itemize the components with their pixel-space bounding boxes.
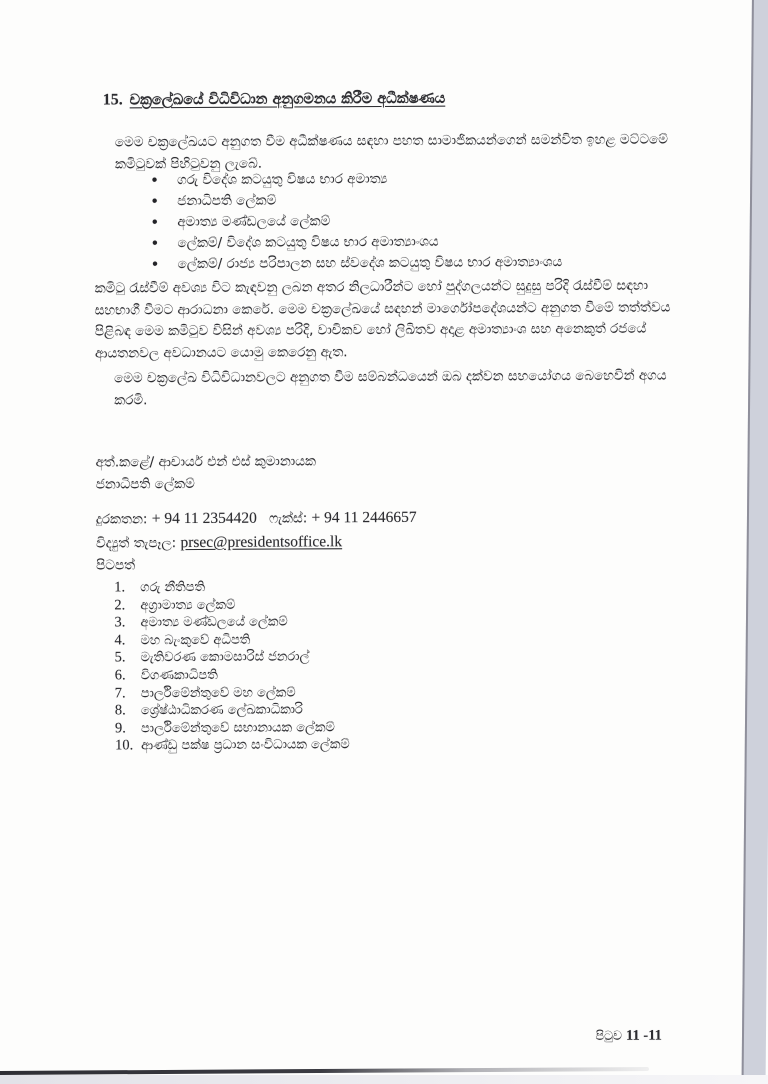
list-item: [115, 737, 350, 756]
list-item: [115, 719, 350, 738]
paragraph-closing: මෙම චක්‍රලේඛ විධිවිධානවලට අනුගත වීම සම්බන්ධයෙන් ඔබ දක්වන සහයෝගය බෙහෙවින් අගය කරමි.: [114, 367, 667, 408]
paragraph-committee-intro: මෙම චක්‍රලේඛයට අනුගත වීම අධීක්ෂණය සඳහා පහත සාමාජිකයන්ගෙන් සමන්විත ඉහළ මට්ටමේ කමිටුවක් පිහිටුවනු ලැබේ.: [114, 131, 668, 172]
fax-label: ෆැක්ස්:: [269, 510, 308, 527]
item-number: 8.: [114, 702, 126, 719]
footer-page-word: පිටුව: [595, 1027, 623, 1043]
list-item: [150, 188, 670, 212]
copy-recipient: අග්‍රාමාත්‍ය ලේකම්: [140, 597, 236, 613]
committee-member: ජනාධිපති ලේකම්: [177, 192, 277, 210]
list-item: [150, 167, 670, 191]
signatory-title: ජනාධිපති ලේකම්: [95, 475, 195, 493]
scan-bottom-shadow: [0, 1075, 768, 1084]
signatory-name: අත්.කළේ/ ආචාර්ය එන් එස් කුමානායක: [95, 453, 316, 471]
list-item: [150, 209, 670, 233]
item-number: 2.: [114, 596, 126, 614]
committee-member-list: [150, 167, 671, 275]
copy-recipient: ශ්‍රේෂ්ඨාධිකරණ ලේඛකාධිකාරි: [140, 702, 303, 719]
copy-recipient: ගරු නීතිපති: [140, 579, 206, 596]
committee-member: ගරු විදේශ කටයුතු විෂය භාර අමාත්‍ය: [177, 170, 388, 189]
phone-label: දුරකතන:: [95, 511, 148, 528]
item-number: 3.: [114, 614, 126, 631]
copy-recipient: අමාත්‍ය මණ්ඩලයේ ලේකම්: [140, 614, 288, 631]
list-item: [114, 578, 349, 597]
list-item: [115, 649, 350, 668]
list-item: [114, 613, 349, 632]
email-line: [96, 530, 417, 556]
footer-page-numbers: 11 -11: [625, 1027, 662, 1044]
copy-recipient: මහ බැංකුවේ අධිපති: [140, 632, 251, 649]
signature-block: [96, 451, 317, 495]
fax-number: + 94 11 2446657: [311, 508, 417, 527]
copies-list: [114, 578, 350, 755]
paragraph-meetings: කමිටු රැස්වීම් අවශ්‍ය විට කැඳවනු ලබන අතර නිලධාරීන්ට හෝ පුද්ගලයන්ට සුදුසු පරිදි රැස්වීම් සඳහා සහභාගී වීමට ආරාධනා කෙරේ. මෙම චක්‍රලේඛයේ සඳහන් මාර්ගෝපදේශයන්ට අනුගත වීමේ තත්ත්වය පිළිබඳ මෙම කමිටුව විසින් අවශ්‍ය පරිදි, වාචිකව හෝ ලිඛිතව අදාළ අමාත්‍යාංශ සහ අනෙකුත් රජයේ ආයතනවල අවධානයට යොමු කෙරෙනු ඇත.: [94, 277, 671, 362]
page-footer: [596, 1028, 662, 1045]
list-item: [115, 684, 350, 703]
phone-fax-line: [96, 506, 417, 532]
copies-label: පිටපත්: [96, 557, 136, 574]
list-item: [114, 596, 349, 615]
item-number: 5.: [114, 649, 126, 666]
copy-recipient: මැතිවරණ කොමසාරිස් ජනරාල්: [140, 649, 310, 666]
list-item: [150, 230, 670, 254]
committee-member: ලේකම්/ රාජ්‍ය පරිපාලන සහ ස්වදේශ කටයුතු විෂය භාර අමාත්‍යාංශය: [177, 254, 563, 273]
list-item: [114, 631, 349, 650]
item-number: 9.: [114, 720, 126, 737]
copy-recipient: පාර්ලිමේන්තුවේ සභානායක ලේකම්: [140, 720, 335, 737]
phone-number: + 94 11 2354420: [151, 509, 257, 528]
copy-recipient: ආණ්ඩු පක්ෂ ප්‍රධාන සංවිධායක ලේකම්: [141, 737, 350, 754]
list-item: [150, 251, 670, 275]
committee-member: ලේකම්/ විදේශ කටයුතු විෂය භාර අමාත්‍යාංශය: [177, 233, 439, 252]
contact-block: [96, 506, 417, 556]
copy-recipient: පාර්ලිමේන්තුවේ මහ ලේකම්: [140, 685, 296, 701]
section-number: 15.: [102, 91, 123, 109]
email-address: prsec@presidentsoffice.lk: [180, 533, 343, 552]
item-number: 7.: [114, 684, 126, 701]
copy-recipient: විගණකාධිපති: [140, 667, 218, 684]
section-heading: [103, 90, 446, 110]
committee-member: අමාත්‍ය මණ්ඩලයේ ලේකම්: [177, 213, 331, 231]
list-item: [115, 701, 350, 720]
item-number: 10.: [115, 737, 134, 754]
item-number: 4.: [114, 632, 126, 649]
list-item: [115, 666, 350, 685]
email-label: විද්‍යුත් තැපෑල:: [95, 535, 177, 552]
item-number: 1.: [114, 579, 126, 596]
item-number: 6.: [114, 667, 126, 684]
section-heading-text: චක්‍රලේඛයේ විධිවිධාන අනුගමනය කිරීම අධීක්ෂණය: [129, 90, 446, 109]
